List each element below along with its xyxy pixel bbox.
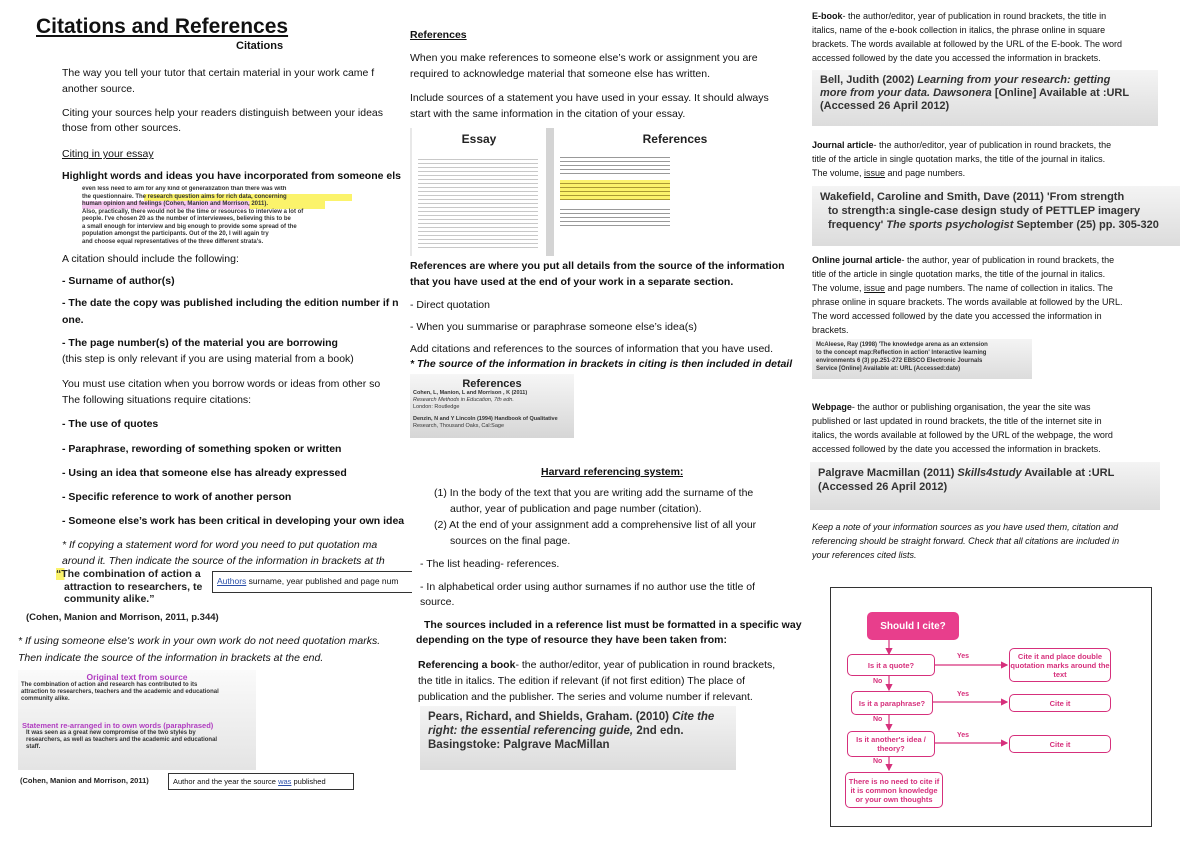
quote-example-box bbox=[56, 568, 208, 608]
ebook-section bbox=[812, 9, 1192, 65]
journal-desc2: title of the article in single quotation marks, the title of the journal in italics. bbox=[812, 154, 1106, 164]
harvard-step2-line1: (2) At the end of your assignment add a comprehensive list of all your bbox=[434, 519, 757, 531]
journal-issue-word: issue bbox=[864, 168, 886, 178]
online-example-line2: to the concept map:Reflection in action' Interactive learning bbox=[816, 350, 987, 356]
flow-yes-2: Yes bbox=[957, 691, 970, 698]
essay-references-image bbox=[410, 128, 796, 256]
reference-list-image: References Cohen, L, Manion, L and Morrison , K (2011) Research Methods in Education, 7th edn. London: Routledge Denzin, N and Y Lincoln (1994) Handbook of Qualitative Research, Thousand Oaks, Cal:Sage bbox=[410, 374, 574, 438]
journal-example-line2: to strength:a single-case design study of PETTLEP imagery bbox=[828, 205, 1141, 217]
book-desc-text: - the author/editor, year of publication in round brackets, bbox=[515, 659, 776, 671]
authors-link[interactable]: Authors bbox=[217, 576, 247, 586]
was-link[interactable]: was bbox=[278, 777, 292, 786]
copy-note-line1: * If copying a statement word for word you need to put quotation ma bbox=[62, 539, 378, 551]
journal-example-pages: September (25) pp. 305-320 bbox=[1013, 219, 1159, 231]
col1-intro-line2: another source. bbox=[62, 83, 135, 95]
flow-yes-1: Yes bbox=[957, 653, 970, 660]
flow-no-2: No bbox=[873, 716, 883, 723]
references-definition-line2: that you have used at the end of your work in a separate section. bbox=[410, 276, 734, 288]
book-example-publisher: Basingstoke: Palgrave MacMillan bbox=[428, 739, 610, 751]
ebook-label: E-book bbox=[812, 11, 843, 21]
book-desc-line3: publication and the publisher. The series and volume number if relevant. bbox=[418, 691, 753, 703]
summarise-paraphrase: - When you summarise or paraphrase someone else’s idea(s) bbox=[410, 321, 697, 333]
quote-annotation-text: surname, year published and page num bbox=[246, 576, 399, 586]
include-date-line2: one. bbox=[62, 314, 84, 326]
webpage-example-accessed: (Accessed 26 April 2012) bbox=[818, 481, 948, 493]
quote-line3: community alike.” bbox=[64, 593, 155, 605]
col1-distinguish-line2: those from other sources. bbox=[62, 122, 182, 134]
paraphrase-example-image: Original text from source The combination of action and research has contributed to its attraction to researchers, teachers and the academic and educational community alike. Statement re-arranged in to own words (paraphrased) It was seen as a great new compromise of the two styles by researchers, as well as teachers and the academic and educational staff. bbox=[18, 670, 256, 770]
quote-citation: (Cohen, Manion and Morrison, 2011, p.344) bbox=[26, 612, 219, 623]
online-example-line4: Service [Online] Available at: URL (Accessed:date) bbox=[816, 366, 961, 372]
journal-example-freq: frequency' bbox=[828, 219, 887, 231]
online-desc3: The volume, bbox=[812, 283, 865, 293]
alphabetical-line1: - In alphabetical order using author surnames if no author use the title of bbox=[420, 581, 756, 593]
keep-note-line3: your references cited lists. bbox=[812, 550, 917, 560]
online-desc2: title of the article in single quotation marks, the title of the journal in italics. bbox=[812, 269, 1106, 279]
list-heading: - The list heading- references. bbox=[420, 558, 560, 570]
paraphrase-note-line2: Then indicate the source of the information in brackets at the end. bbox=[18, 652, 324, 664]
online-journal-label: Online journal article bbox=[812, 255, 902, 265]
paraphrase-note-line1: * If using someone else's work in your own work do not need quotation marks. bbox=[18, 635, 381, 647]
original-text-title: Original text from source bbox=[86, 672, 188, 682]
flow-a3: Cite it bbox=[1009, 735, 1111, 753]
citing-heading: Citing in your essay bbox=[62, 148, 154, 160]
flow-end: There is no need to cite if it is common knowledge or your own thoughts bbox=[845, 772, 943, 808]
quote-line1: “The combination of action a bbox=[56, 568, 201, 580]
online-desc1: - the author, year of publication in round brackets, the bbox=[901, 255, 1115, 265]
flow-yes-3: Yes bbox=[957, 732, 970, 739]
citations-subtitle: Citations bbox=[236, 40, 284, 52]
paraphrase-annotation-text: Author and the year the source bbox=[173, 777, 279, 786]
situation-idea: - Using an idea that someone else has already expressed bbox=[62, 467, 347, 479]
journal-example-line1: Wakefield, Caroline and Smith, Dave (2011) 'From strength bbox=[820, 191, 1125, 203]
ebook-example-title1: Learning from your research: getting bbox=[917, 74, 1111, 86]
references-label: References bbox=[642, 132, 708, 146]
book-label: Referencing a book bbox=[418, 659, 516, 671]
journal-section bbox=[812, 138, 1192, 180]
references-heading: References bbox=[410, 29, 467, 41]
ebook-desc1: - the author/editor, year of publication in round brackets, the title in bbox=[842, 11, 1107, 21]
book-example-title2: right: the essential referencing guide, bbox=[428, 725, 634, 737]
online-desc4: phrase online in square brackets. The words available at followed by the URL. bbox=[812, 297, 1123, 307]
webpage-desc1: - the author or publishing organisation, the year the site was bbox=[851, 402, 1091, 412]
highlight-heading: Highlight words and ideas you have incorporated from someone els bbox=[62, 170, 401, 182]
flow-a2: Cite it bbox=[1009, 694, 1111, 712]
ebook-desc2: italics, name of the e-book collection in italics, the phrase online in square bbox=[812, 25, 1106, 35]
source-detail-note: * The source of the information in brackets in citing is then included in detail bbox=[410, 358, 793, 370]
paraphrase-annotation-box bbox=[168, 773, 354, 790]
webpage-example-box bbox=[810, 462, 1160, 510]
col2-include-line2: start with the same information in the citation of your essay. bbox=[410, 108, 686, 120]
webpage-section bbox=[812, 400, 1192, 456]
online-journal-section bbox=[812, 253, 1192, 337]
copy-note-line2: around it. Then indicate the source of the information in brackets at th bbox=[62, 555, 385, 567]
webpage-desc3: italics, the words available at followed by the URL of the webpage, the word bbox=[812, 430, 1113, 440]
webpage-example-url: Available at :URL bbox=[1021, 467, 1115, 479]
harvard-step2-line2: sources on the final page. bbox=[450, 535, 571, 547]
ebook-example-box bbox=[812, 70, 1158, 126]
essay-excerpt-image: even less need to aim for any kind of generalization than there was with the questionnaire. The research question aims for rich data, concerning human opinion and feelings (Cohen, Manion and Morrison, 2011). Also, practically, there would not be the time or resources to interview a lot of people. I've chosen 20 as the number of interviewees, believing this to be a small enough for interview and big enough to provide some spread of the population amongst the participants. Out of the 20, I will again try and choose equal representatives of the three different strata's. bbox=[82, 186, 352, 250]
book-example-title1: Cite the bbox=[672, 711, 715, 723]
book-example-edition: 2nd edn. bbox=[633, 725, 684, 737]
ebook-example-author: Bell, Judith (2002) bbox=[820, 74, 918, 86]
ebook-desc3: brackets. The words available at followed by the URL of the E-book. The word bbox=[812, 39, 1122, 49]
flow-q2: Is it a paraphrase? bbox=[851, 691, 933, 715]
journal-example-box bbox=[812, 186, 1180, 246]
online-example-line1: McAleese, Ray (1998) 'The knowledge arena as an extension bbox=[816, 342, 988, 348]
include-date-line1: - The date the copy was published including the edition number if n bbox=[62, 297, 399, 309]
journal-example-journal: The sports psychologist bbox=[886, 219, 1014, 231]
book-desc-line2: the title in italics. The edition if relevant (if not first edition) The place of bbox=[418, 675, 746, 687]
flow-a1: Cite it and place double quotation marks around the text bbox=[1009, 648, 1111, 682]
situation-paraphrase: - Paraphrase, rewording of something spoken or written bbox=[62, 443, 342, 455]
online-desc5: The word accessed followed by the date you accessed the information in bbox=[812, 311, 1102, 321]
essay-label: Essay bbox=[461, 132, 497, 146]
journal-desc3: The volume, bbox=[812, 168, 865, 178]
page-title: Citations and References bbox=[36, 15, 289, 38]
flow-q3: Is it another's idea / theory? bbox=[847, 731, 935, 757]
include-surname: - Surname of author(s) bbox=[62, 275, 175, 287]
col2-intro-line2: required to acknowledge material that someone else has written. bbox=[410, 68, 710, 80]
book-example-authors: Pears, Richard, and Shields, Graham. (2010) bbox=[428, 711, 673, 723]
ebook-example-title2: more from your data. Dawsonera bbox=[820, 87, 992, 99]
must-use-line1: You must use citation when you borrow words or ideas from other so bbox=[62, 378, 381, 390]
situation-critical: - Someone else’s work has been critical in developing your own idea bbox=[62, 515, 405, 527]
book-desc-line1 bbox=[418, 658, 775, 673]
quote-line2: attraction to researchers, te bbox=[64, 580, 203, 593]
webpage-example-author: Palgrave Macmillan (2011) bbox=[818, 467, 958, 479]
quote-annotation-box bbox=[212, 571, 412, 593]
add-citations: Add citations and references to the sources of information that you have used. bbox=[410, 343, 774, 355]
include-page: - The page number(s) of the material you are borrowing bbox=[62, 337, 338, 349]
situation-specific: - Specific reference to work of another person bbox=[62, 491, 292, 503]
references-definition-line1: References are where you put all details from the source of the information bbox=[410, 260, 785, 272]
keep-note-line1: Keep a note of your information sources as you have used them, citation and bbox=[812, 522, 1119, 532]
webpage-desc2: published or last updated in round brackets, the title of the internet site in bbox=[812, 416, 1102, 426]
online-example-line3: environments 6 (3) pp.251-272 EBSCO Electronic Journals bbox=[816, 358, 983, 364]
journal-desc3-end: and page numbers. bbox=[885, 168, 966, 178]
col2-include-line1: Include sources of a statement you have used in your essay. It should always bbox=[410, 92, 769, 104]
webpage-example-site: Skills4study bbox=[957, 467, 1022, 479]
paraphrase-annotation-end: published bbox=[291, 777, 326, 786]
must-use-line2: The following situations require citations: bbox=[62, 394, 252, 406]
keep-note bbox=[812, 520, 1192, 562]
should-i-cite-flowchart bbox=[830, 587, 1152, 827]
should-include-text: A citation should include the following: bbox=[62, 253, 239, 265]
direct-quotation: - Direct quotation bbox=[410, 299, 490, 311]
online-desc3-end: and page numbers. The name of collection in italics. The bbox=[885, 283, 1113, 293]
ebook-example-accessed: (Accessed 26 April 2012) bbox=[820, 100, 950, 112]
webpage-label: Webpage bbox=[812, 402, 852, 412]
online-desc6: brackets. bbox=[812, 325, 849, 335]
journal-desc1: - the author/editor, year of publication in round brackets, the bbox=[873, 140, 1112, 150]
harvard-step1-line1: (1) In the body of the text that you are writing add the surname of the bbox=[434, 487, 754, 499]
flow-no-1: No bbox=[873, 678, 883, 685]
format-line1: The sources included in a reference list must be formatted in a specific way bbox=[424, 619, 802, 631]
ebook-desc4: accessed followed by the date you accessed the information in brackets. bbox=[812, 53, 1101, 63]
online-issue-word: issue bbox=[864, 283, 886, 293]
format-line2: depending on the type of resource they have been taken from: bbox=[416, 634, 727, 646]
flow-start: Should I cite? bbox=[867, 612, 959, 640]
paraphrase-citation: (Cohen, Manion and Morrison, 2011) bbox=[20, 776, 149, 785]
harvard-heading: Harvard referencing system: bbox=[541, 466, 684, 478]
flow-q1: Is it a quote? bbox=[847, 654, 935, 676]
webpage-desc4: accessed followed by the date you accessed the information in brackets. bbox=[812, 444, 1101, 454]
alphabetical-line2: source. bbox=[420, 596, 455, 608]
keep-note-line2: referencing should be straight forward. Check that all citations are included in bbox=[812, 536, 1120, 546]
flow-no-3: No bbox=[873, 758, 883, 765]
include-page-note: (this step is only relevant if you are using material from a book) bbox=[62, 353, 354, 365]
col1-distinguish-line1: Citing your sources help your readers distinguish between your ideas bbox=[62, 107, 384, 119]
ebook-example-online: [Online] Available at :URL bbox=[991, 87, 1130, 99]
book-example-box bbox=[420, 706, 736, 770]
paraphrased-title: Statement re-arranged in to own words (paraphrased) bbox=[22, 721, 214, 730]
harvard-step1-line2: author, year of publication and page number (citation). bbox=[450, 503, 702, 515]
col2-intro-line1: When you make references to someone else’s work or assignment you are bbox=[410, 52, 758, 64]
situation-quotes: - The use of quotes bbox=[62, 418, 159, 430]
journal-label: Journal article bbox=[812, 140, 874, 150]
online-example-box bbox=[812, 339, 1032, 379]
small-references-label: References bbox=[462, 378, 522, 390]
col1-intro-line1: The way you tell your tutor that certain material in your work came f bbox=[62, 67, 375, 79]
